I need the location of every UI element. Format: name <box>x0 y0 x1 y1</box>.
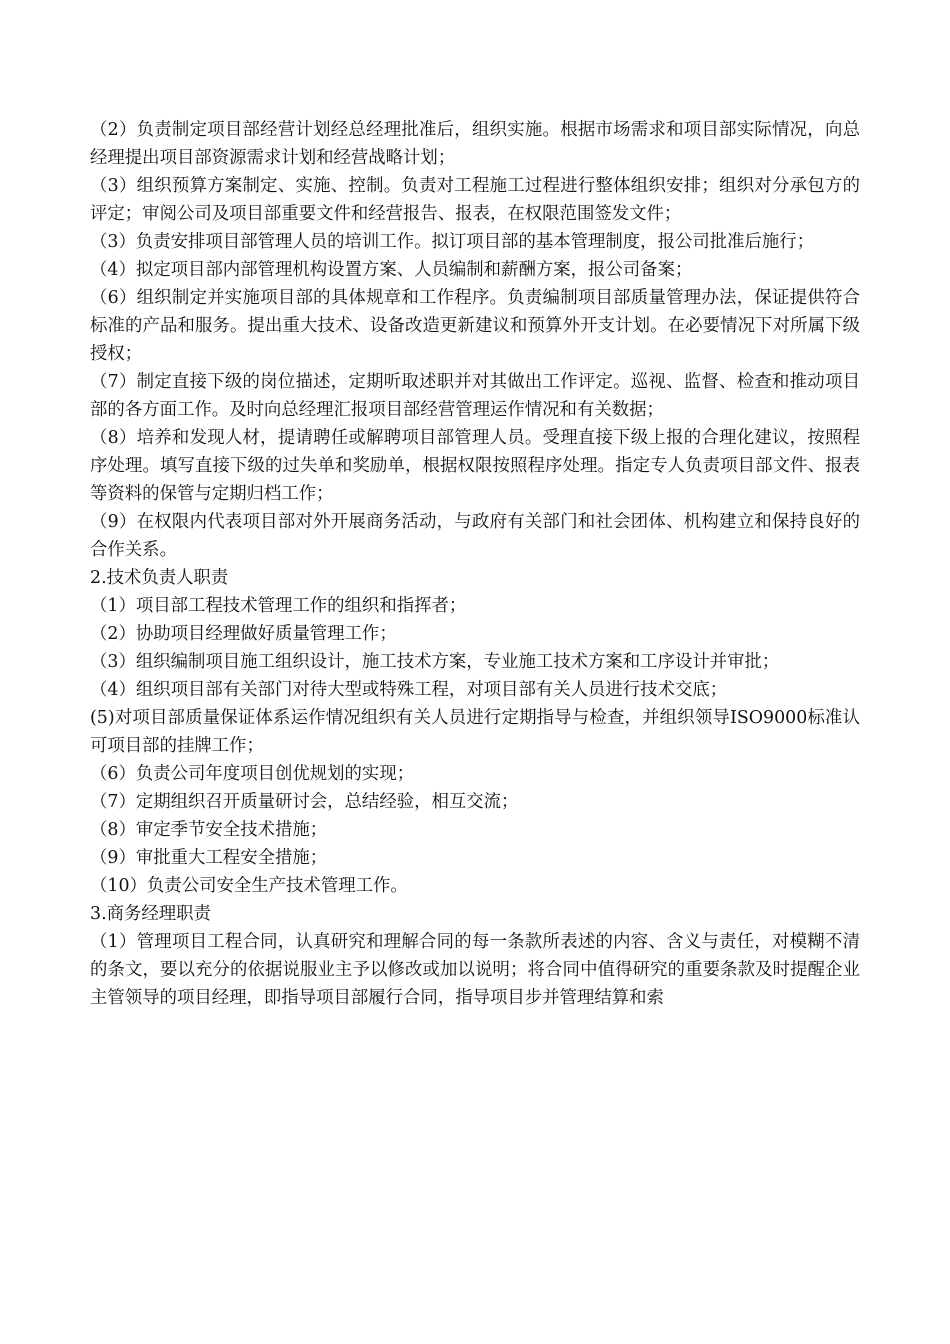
section-heading-business-manager: 3.商务经理职责 <box>90 904 211 924</box>
paragraph-item-9-business: （9）在权限内代表项目部对外开展商务活动，与政府有关部门和社会团体、机构建立和保持良好的合作关系。 <box>90 512 860 560</box>
paragraph-business-item-1: （1）管理项目工程合同，认真研究和理解合同的每一条款所表述的内容、含义与责任，对模糊不清的条文，要以充分的依据说服业主予以修改或加以说明；将合同中值得研究的重要条款及时提醒企业主管领导的项目经理，即指导项目部履行合同，指导项目步并管理结算和索 <box>90 932 860 1008</box>
paragraph-item-7-evaluation: （7）制定直接下级的岗位描述，定期听取述职并对其做出工作评定。巡视、监督、检查和推动项目部的各方面工作。及时向总经理汇报项目部经营管理运作情况和有关数据； <box>90 372 860 420</box>
paragraph-tech-item-10: （10）负责公司安全生产技术管理工作。 <box>90 876 408 896</box>
paragraph-item-8-personnel: （8）培养和发现人材，提请聘任或解聘项目部管理人员。受理直接下级上报的合理化建议，按照程序处理。填写直接下级的过失单和奖励单，根据权限按照程序处理。指定专人负责项目部文件、报表等资料的保管与定期归档工作； <box>90 428 860 504</box>
paragraph-tech-item-3: （3）组织编制项目施工组织设计，施工技术方案，专业施工技术方案和工序设计并审批； <box>90 652 780 672</box>
paragraph-tech-item-1: （1）项目部工程技术管理工作的组织和指挥者； <box>90 596 467 616</box>
paragraph-tech-item-7: （7）定期组织召开质量研讨会，总结经验，相互交流； <box>90 792 519 812</box>
paragraph-tech-item-4: （4）组织项目部有关部门对待大型或特殊工程，对项目部有关人员进行技术交底； <box>90 680 728 700</box>
paragraph-item-3-training: （3）负责安排项目部管理人员的培训工作。拟订项目部的基本管理制度，报公司批准后施行； <box>90 232 815 252</box>
document-body <box>90 116 860 1012</box>
paragraph-item-2-manager-plan: （2）负责制定项目部经营计划经总经理批准后，组织实施。根据市场需求和项目部实际情况，向总经理提出项目部资源需求计划和经营战略计划； <box>90 120 860 168</box>
paragraph-tech-item-9: （9）审批重大工程安全措施； <box>90 848 328 868</box>
paragraph-item-3-budget: （3）组织预算方案制定、实施、控制。负责对工程施工过程进行整体组织安排；组织对分承包方的评定；审阅公司及项目部重要文件和经营报告、报表，在权限范围签发文件； <box>90 176 860 224</box>
paragraph-item-6-regulations: （6）组织制定并实施项目部的具体规章和工作程序。负责编制项目部质量管理办法，保证提供符合标准的产品和服务。提出重大技术、设备改造更新建议和预算外开支计划。在必要情况下对所属下级授权； <box>90 288 860 364</box>
paragraph-item-4-organization: （4）拟定项目部内部管理机构设置方案、人员编制和薪酬方案，报公司备案； <box>90 260 693 280</box>
paragraph-tech-item-8: （8）审定季节安全技术措施； <box>90 820 328 840</box>
paragraph-tech-item-5: (5)对项目部质量保证体系运作情况组织有关人员进行定期指导与检查，并组织领导ISO9000标准认可项目部的挂牌工作； <box>90 708 860 756</box>
section-heading-technical-lead: 2.技术负责人职责 <box>90 568 229 588</box>
paragraph-tech-item-6: （6）负责公司年度项目创优规划的实现； <box>90 764 415 784</box>
paragraph-tech-item-2: （2）协助项目经理做好质量管理工作； <box>90 624 397 644</box>
